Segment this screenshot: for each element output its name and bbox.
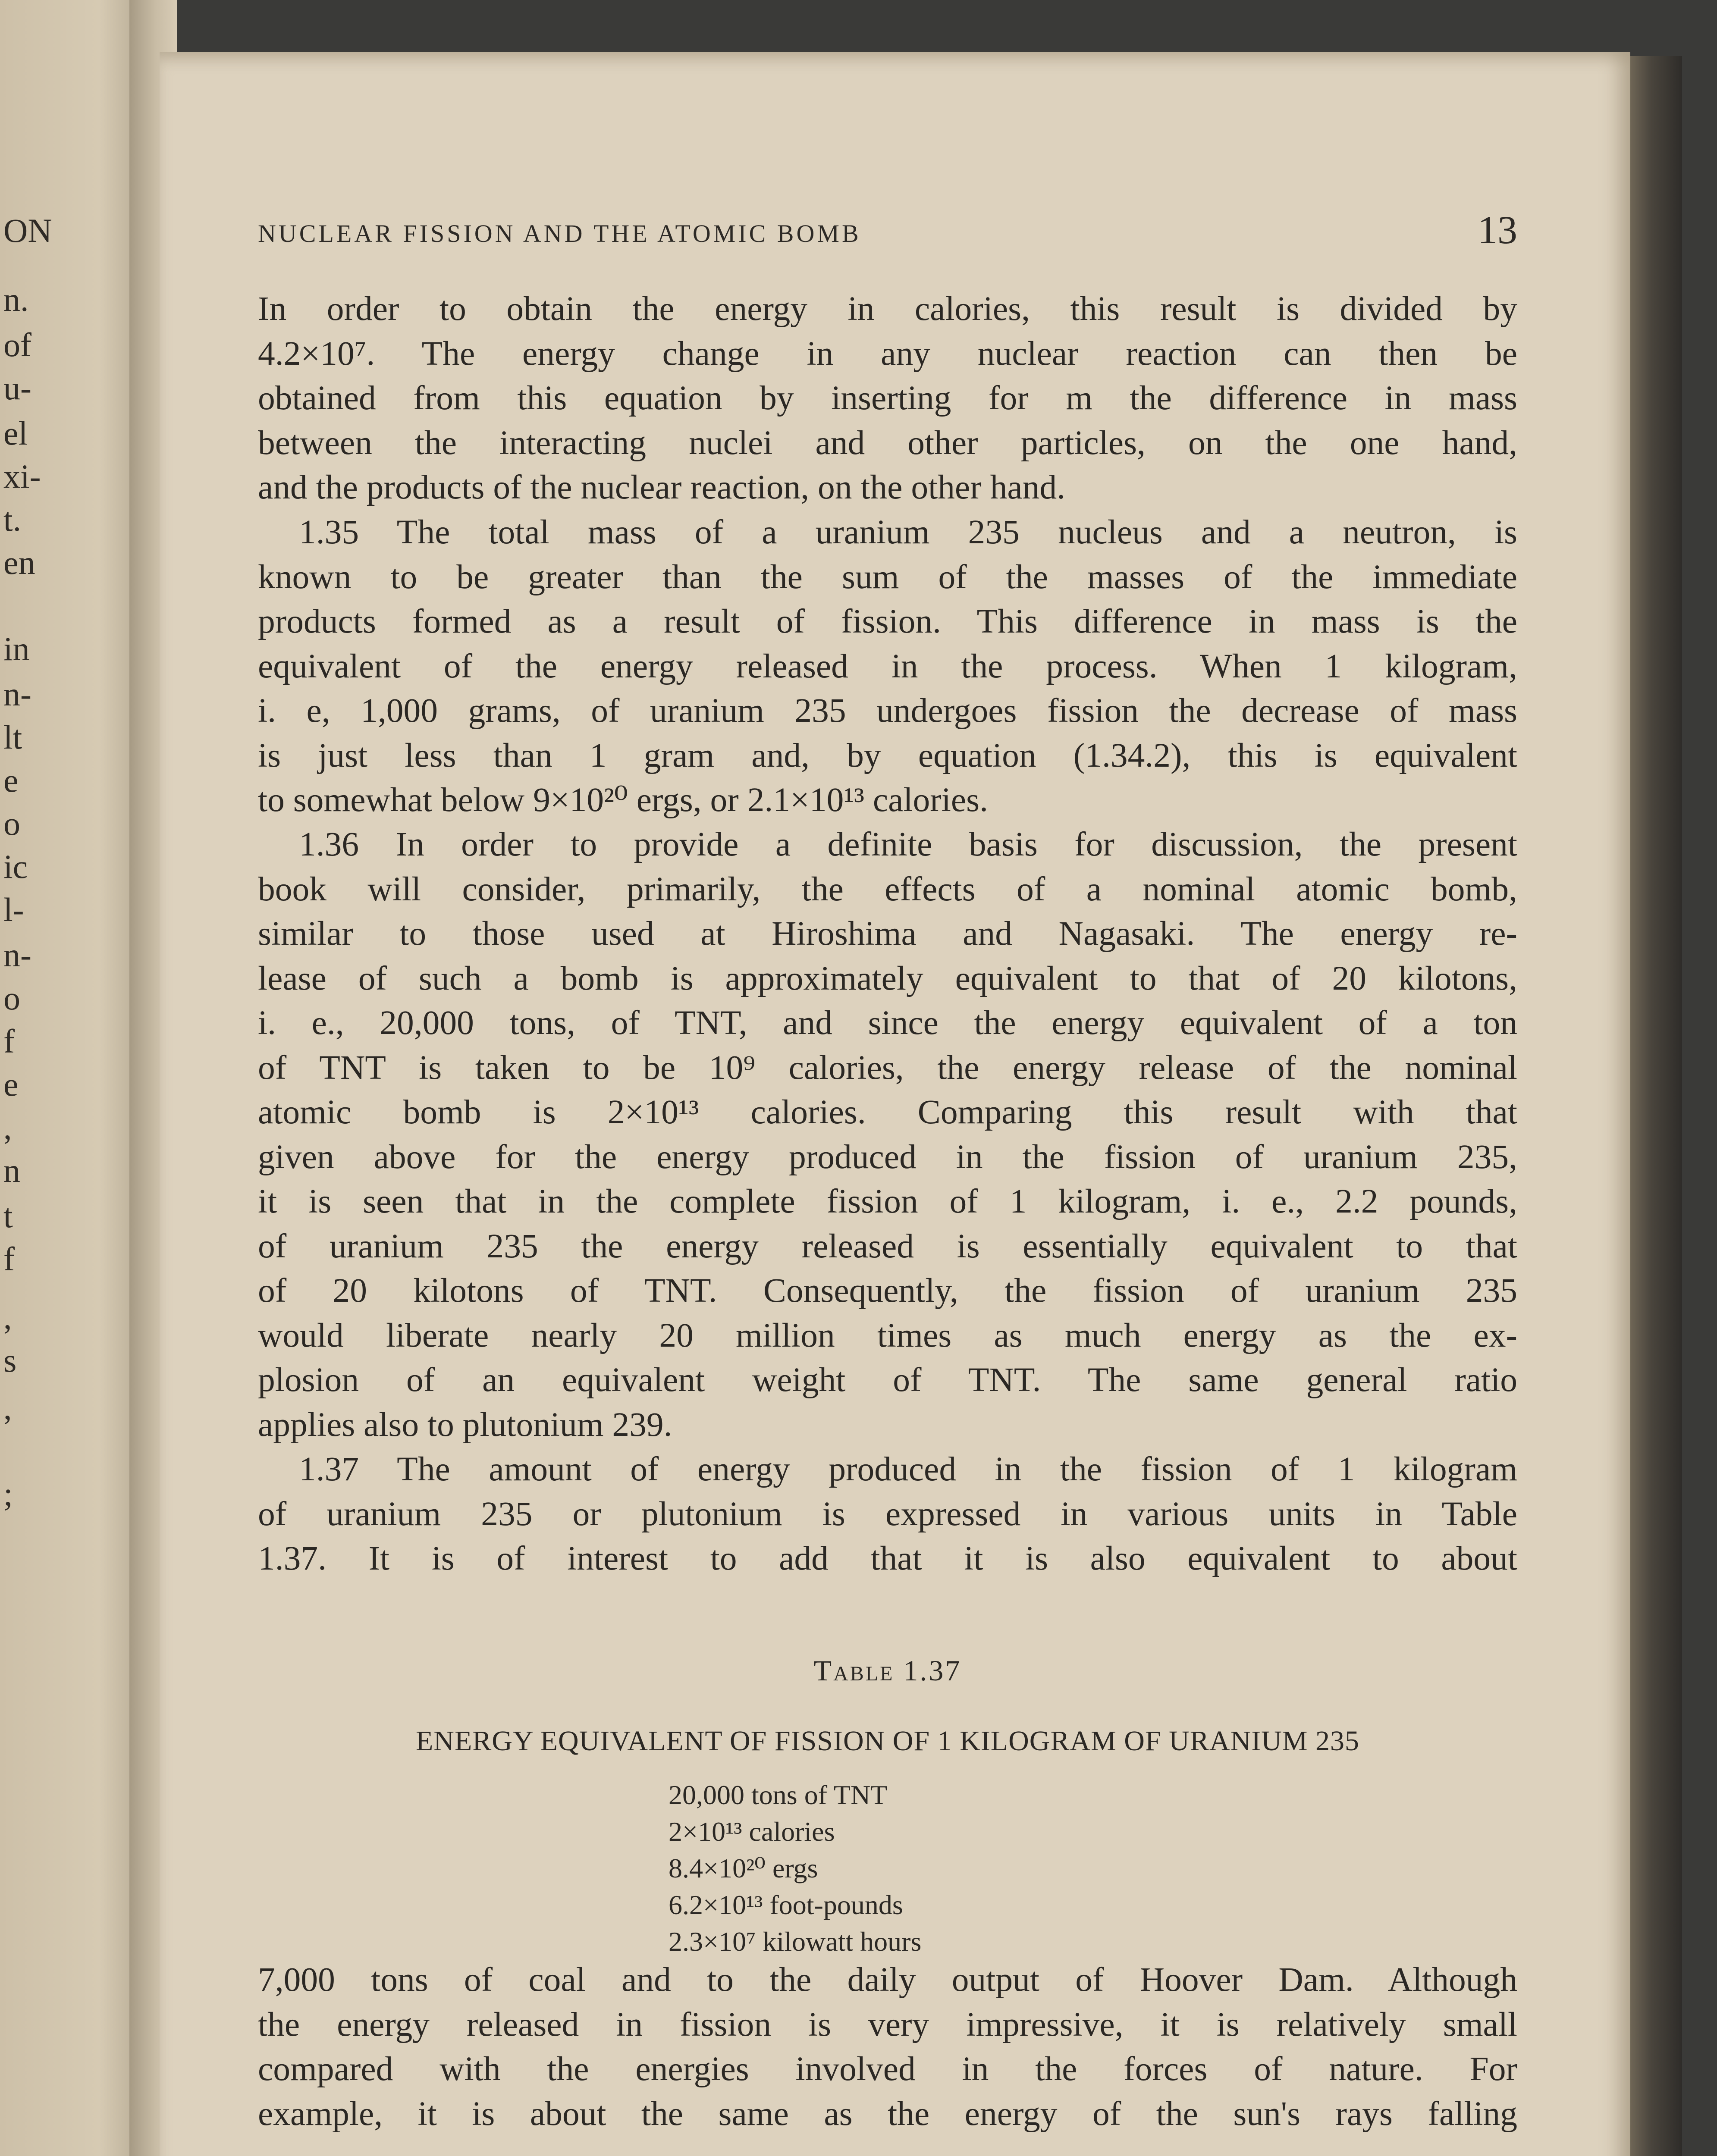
paragraph-1 bbox=[258, 287, 1517, 510]
left-facing-page bbox=[0, 0, 142, 2156]
text-line: products formed as a result of fission. This difference in mass is the bbox=[258, 602, 1517, 640]
text-line: given above for the energy produced in the fission of uranium 235, bbox=[258, 1138, 1517, 1176]
left-fragment: , bbox=[3, 1298, 12, 1336]
left-fragment: n. bbox=[3, 281, 29, 318]
text-line: similar to those used at Hiroshima and Nagasaki. The energy re- bbox=[258, 915, 1517, 953]
text-line: 7,000 tons of coal and to the daily output of Hoover Dam. Although bbox=[258, 1961, 1517, 1999]
left-fragment: t bbox=[3, 1197, 13, 1235]
text-line: applies also to plutonium 239. bbox=[258, 1405, 672, 1444]
text-line: equivalent of the energy released in the process. When 1 kilogram, bbox=[258, 647, 1517, 685]
text-line: the energy released in fission is very impressive, it is relatively small bbox=[258, 2005, 1517, 2043]
table-row: 8.4×10²⁰ ergs bbox=[669, 1853, 818, 1883]
text-line: 1.37. It is of interest to add that it is also equivalent to about bbox=[258, 1539, 1517, 1577]
text-line: it is seen that in the complete fission of 1 kilogram, i. e., 2.2 pounds, bbox=[258, 1182, 1517, 1220]
running-title: NUCLEAR FISSION AND THE ATOMIC BOMB bbox=[258, 219, 861, 248]
left-fragment: , bbox=[3, 1109, 12, 1146]
table-row: 6.2×10¹³ foot-pounds bbox=[669, 1890, 903, 1920]
text-line: of 20 kilotons of TNT. Consequently, the fission of uranium 235 bbox=[258, 1272, 1517, 1310]
paragraph-1-36 bbox=[258, 822, 1517, 1447]
left-fragment: t. bbox=[3, 501, 22, 538]
left-fragment: in bbox=[3, 630, 30, 667]
left-fragment: s bbox=[3, 1341, 17, 1379]
running-header bbox=[258, 207, 1517, 254]
text-line: compared with the energies involved in the forces of nature. For bbox=[258, 2050, 1517, 2088]
left-fragment: lt bbox=[3, 718, 22, 756]
left-fragment: xi- bbox=[3, 458, 41, 495]
text-line: obtained from this equation by inserting for m the difference in mass bbox=[258, 379, 1517, 417]
text-line: 4.2×10⁷. The energy change in any nuclear reaction can then be bbox=[258, 334, 1517, 373]
text-line: book will consider, primarily, the effects of a nominal atomic bomb, bbox=[258, 870, 1517, 908]
page-number: 13 bbox=[1478, 208, 1517, 252]
left-fragment: l- bbox=[3, 891, 24, 928]
paragraph-after-table bbox=[258, 1958, 1517, 2136]
left-fragment: e bbox=[3, 1065, 19, 1103]
page-edge-shadow bbox=[1630, 56, 1682, 2156]
table-row: 20,000 tons of TNT bbox=[669, 1780, 888, 1810]
left-fragment: u- bbox=[3, 369, 31, 407]
left-fragment: f bbox=[3, 1022, 15, 1060]
book-page bbox=[160, 52, 1630, 2156]
left-fragment: ; bbox=[3, 1475, 13, 1513]
text-line: and the products of the nuclear reaction, on the other hand. bbox=[258, 468, 1065, 506]
left-fragment: e bbox=[3, 761, 19, 799]
left-fragment: o bbox=[3, 805, 20, 842]
text-line: would liberate nearly 20 million times as much energy as the ex- bbox=[258, 1316, 1517, 1354]
text-line: known to be greater than the sum of the masses of the immediate bbox=[258, 558, 1517, 596]
text-line: is just less than 1 gram and, by equation (1.34.2), this is equivalent bbox=[258, 736, 1517, 774]
text-line: plosion of an equivalent weight of TNT. The same general ratio bbox=[258, 1361, 1517, 1399]
text-line: 1.36 In order to provide a definite basis for discussion, the present bbox=[299, 825, 1517, 863]
left-fragment: n- bbox=[3, 936, 31, 974]
left-fragment: o bbox=[3, 979, 20, 1017]
table-row: 2×10¹³ calories bbox=[669, 1816, 835, 1847]
left-fragment: , bbox=[3, 1389, 12, 1426]
left-fragment: el bbox=[3, 414, 28, 452]
text-line: 1.37 The amount of energy produced in the fission of 1 kilogram bbox=[299, 1450, 1517, 1488]
table-title: ENERGY EQUIVALENT OF FISSION OF 1 KILOGRAM OF URANIUM 235 bbox=[415, 1725, 1360, 1757]
energy-table bbox=[669, 1777, 921, 1960]
text-line: atomic bomb is 2×10¹³ calories. Comparing this result with that bbox=[258, 1093, 1517, 1131]
text-line: i. e., 20,000 tons, of TNT, and since the energy equivalent of a ton bbox=[258, 1004, 1517, 1042]
text-line: 1.35 The total mass of a uranium 235 nucleus and a neutron, is bbox=[299, 513, 1517, 551]
text-line: of uranium 235 the energy released is essentially equivalent to that bbox=[258, 1227, 1517, 1265]
table-row: 2.3×10⁷ kilowatt hours bbox=[669, 1926, 922, 1957]
left-fragment: of bbox=[3, 326, 31, 364]
left-fragment: f bbox=[3, 1240, 15, 1278]
text-line: In order to obtain the energy in calories, this result is divided by bbox=[258, 290, 1517, 328]
left-fragment: ON bbox=[3, 212, 52, 249]
text-line: of TNT is taken to be 10⁹ calories, the energy release of the nominal bbox=[258, 1048, 1517, 1087]
text-line: example, it is about the same as the energy of the sun's rays falling bbox=[258, 2094, 1517, 2133]
paragraph-1-37 bbox=[258, 1447, 1517, 1581]
text-line: i. e, 1,000 grams, of uranium 235 undergoes fission the decrease of mass bbox=[258, 692, 1517, 730]
text-line: of uranium 235 or plutonium is expressed in various units in Table bbox=[258, 1495, 1517, 1533]
table-number: Table 1.37 bbox=[813, 1654, 962, 1687]
text-line: between the interacting nuclei and other particles, on the one hand, bbox=[258, 423, 1517, 462]
left-fragment: ic bbox=[3, 848, 28, 885]
text-line: lease of such a bomb is approximately equivalent to that of 20 kilotons, bbox=[258, 959, 1517, 997]
left-fragment: en bbox=[3, 544, 35, 581]
text-line: to somewhat below 9×10²⁰ ergs, or 2.1×10¹³ calories. bbox=[258, 781, 988, 819]
left-fragment: n bbox=[3, 1152, 20, 1189]
left-fragment: n- bbox=[3, 675, 31, 713]
paragraph-1-35 bbox=[258, 510, 1517, 823]
